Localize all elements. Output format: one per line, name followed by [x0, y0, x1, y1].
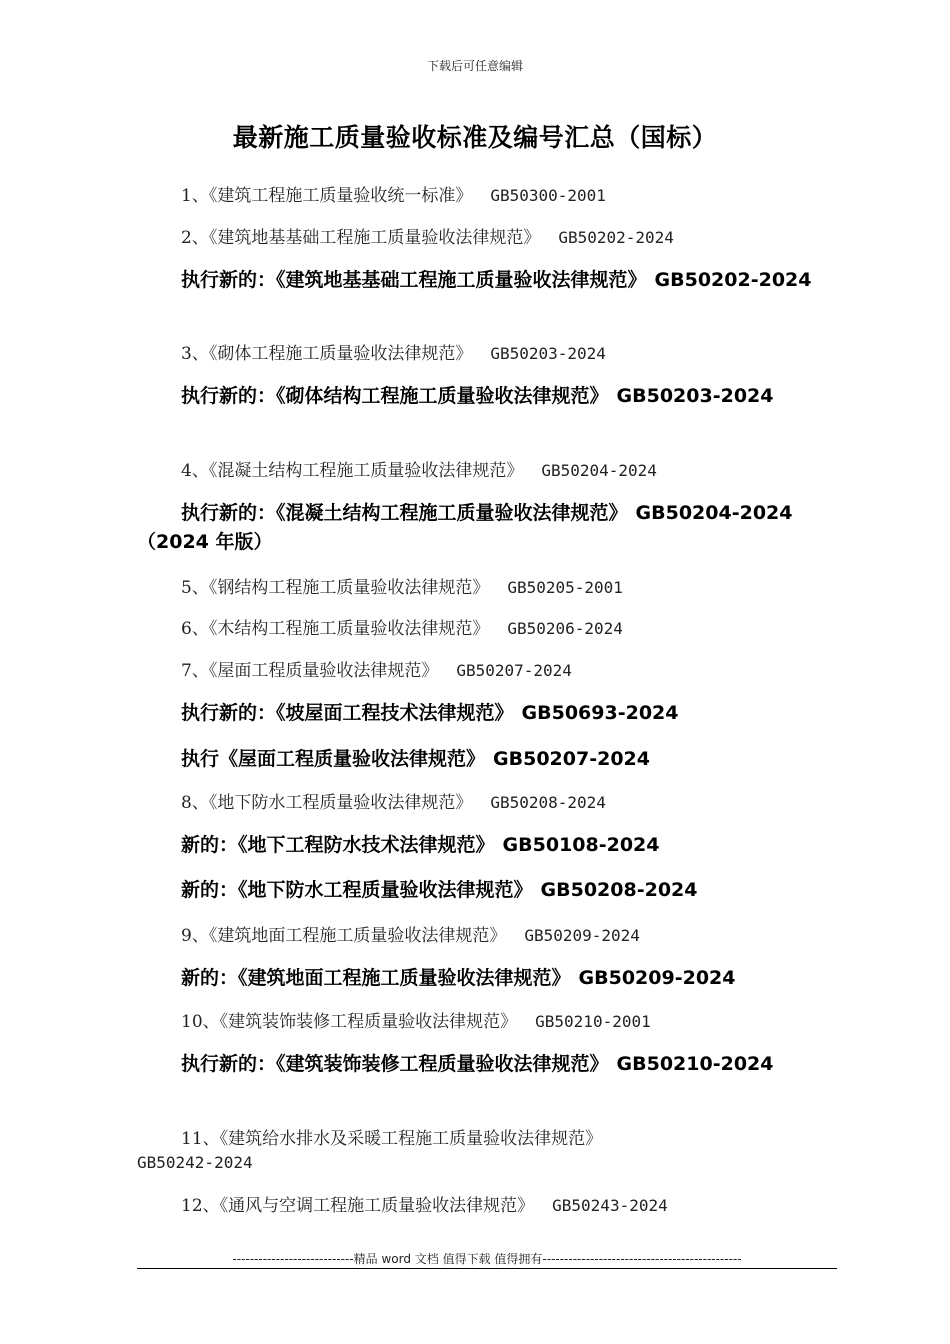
footer-text: ----------------------------精品 word 文档 值得下载 值得拥有---------------------------------------------- — [232, 1252, 742, 1266]
replacement-note — [137, 745, 837, 774]
standard-name: 《木结构工程施工质量验收法律规范》 — [208, 619, 490, 639]
standard-code: GB50108-2024 — [502, 834, 660, 856]
note-prefix: 执行 — [181, 748, 220, 770]
standard-code: GB50693-2024 — [521, 702, 679, 724]
standard-name: 《钢结构工程施工质量验收法律规范》 — [208, 578, 490, 598]
standard-code: GB50243-2024 — [552, 1196, 668, 1215]
list-item — [137, 576, 837, 600]
list-item — [137, 226, 837, 250]
item-number: 3、 — [181, 344, 209, 364]
list-item — [137, 791, 837, 815]
standard-code: GB50209-2024 — [578, 967, 736, 989]
list-item — [137, 459, 837, 483]
note-prefix: 执行新的： — [181, 702, 277, 724]
standard-name: 《建筑工程施工质量验收统一标准》 — [208, 186, 473, 206]
standard-code: GB50210-2001 — [535, 1012, 651, 1031]
item-number: 8、 — [181, 793, 209, 813]
standard-name: 《混凝土结构工程施工质量验收法律规范》 — [208, 461, 524, 481]
standard-code: GB50207-2024 — [456, 661, 572, 680]
standard-name: 《建筑地基基础工程施工质量验收法律规范》 — [276, 269, 647, 291]
standard-code: GB50203-2024 — [490, 344, 606, 363]
note-prefix: 新的： — [181, 834, 239, 856]
document-title: 最新施工质量验收标准及编号汇总（国标） — [232, 123, 718, 152]
standard-name: 《建筑装饰装修工程质量验收法律规范》 — [276, 1053, 609, 1075]
replacement-note — [137, 831, 837, 860]
list-item — [137, 342, 837, 366]
standard-name: 《砌体工程施工质量验收法律规范》 — [208, 344, 473, 364]
item-number: 11、 — [181, 1129, 220, 1149]
list-item — [137, 184, 837, 208]
note-prefix: 新的： — [181, 879, 239, 901]
note-prefix: 执行新的： — [181, 385, 277, 407]
standard-code: GB50203-2024 — [616, 385, 774, 407]
note-prefix: 执行新的： — [181, 269, 277, 291]
standard-name: 《建筑地面工程施工质量验收法律规范》 — [238, 967, 571, 989]
item-number: 12、 — [181, 1196, 220, 1216]
standard-code: GB50205-2001 — [507, 578, 623, 597]
standard-code: GB50204-2024（2024 年版） — [137, 502, 793, 553]
item-number: 5、 — [181, 578, 209, 598]
top-note: 下载后可任意编辑 — [426, 59, 523, 73]
note-prefix: 新的： — [181, 967, 239, 989]
item-number: 6、 — [181, 619, 209, 639]
footer-divider — [137, 1268, 837, 1269]
item-number: 10、 — [181, 1012, 220, 1032]
standard-name: 《混凝土结构工程施工质量验收法律规范》 — [276, 502, 628, 524]
note-prefix: 执行新的： — [181, 1053, 277, 1075]
standard-code: GB50204-2024 — [541, 461, 657, 480]
standard-name: 《地下工程防水技术法律规范》 — [238, 834, 495, 856]
item-number: 9、 — [181, 926, 209, 946]
item-number: 2、 — [181, 228, 209, 248]
list-item — [137, 1194, 837, 1218]
standard-name: 《地下防水工程质量验收法律规范》 — [238, 879, 533, 901]
note-prefix: 执行新的： — [181, 502, 277, 524]
standard-code: GB50208-2024 — [540, 879, 698, 901]
replacement-note — [137, 964, 837, 993]
standard-name: 《建筑给水排水及采暖工程施工质量验收法律规范》 — [219, 1129, 603, 1149]
standard-code: GB50210-2024 — [616, 1053, 774, 1075]
item-number: 7、 — [181, 661, 209, 681]
standard-code: GB50202-2024 — [654, 269, 812, 291]
standard-name: 《地下防水工程质量验收法律规范》 — [208, 793, 473, 813]
replacement-note — [137, 699, 837, 728]
standard-code: GB50202-2024 — [558, 228, 674, 247]
replacement-note — [137, 876, 837, 905]
replacement-note — [137, 499, 837, 557]
list-item — [137, 617, 837, 641]
standard-code: GB50207-2024 — [493, 748, 650, 770]
item-number: 1、 — [181, 186, 209, 206]
standard-name: 《屋面工程质量验收法律规范》 — [219, 748, 486, 770]
standard-code: GB50300-2001 — [490, 186, 606, 205]
standard-name: 《砌体结构工程施工质量验收法律规范》 — [276, 385, 609, 407]
list-item — [137, 924, 837, 948]
standard-code: GB50209-2024 — [524, 926, 640, 945]
standard-name: 《建筑地基基础工程施工质量验收法律规范》 — [208, 228, 541, 248]
replacement-note — [137, 266, 837, 295]
standard-code: GB50242-2024 — [137, 1153, 253, 1172]
standard-code: GB50206-2024 — [507, 619, 623, 638]
list-item — [137, 1127, 837, 1175]
item-number: 4、 — [181, 461, 209, 481]
list-item — [137, 1010, 837, 1034]
standard-name: 《建筑装饰装修工程质量验收法律规范》 — [219, 1012, 518, 1032]
standard-code: GB50208-2024 — [490, 793, 606, 812]
replacement-note — [137, 382, 837, 411]
standard-name: 《坡屋面工程技术法律规范》 — [276, 702, 514, 724]
standard-name: 《通风与空调工程施工质量验收法律规范》 — [219, 1196, 535, 1216]
standard-name: 《建筑地面工程施工质量验收法律规范》 — [208, 926, 507, 946]
list-item — [137, 659, 837, 683]
standard-name: 《屋面工程质量验收法律规范》 — [208, 661, 439, 681]
replacement-note — [137, 1050, 837, 1079]
